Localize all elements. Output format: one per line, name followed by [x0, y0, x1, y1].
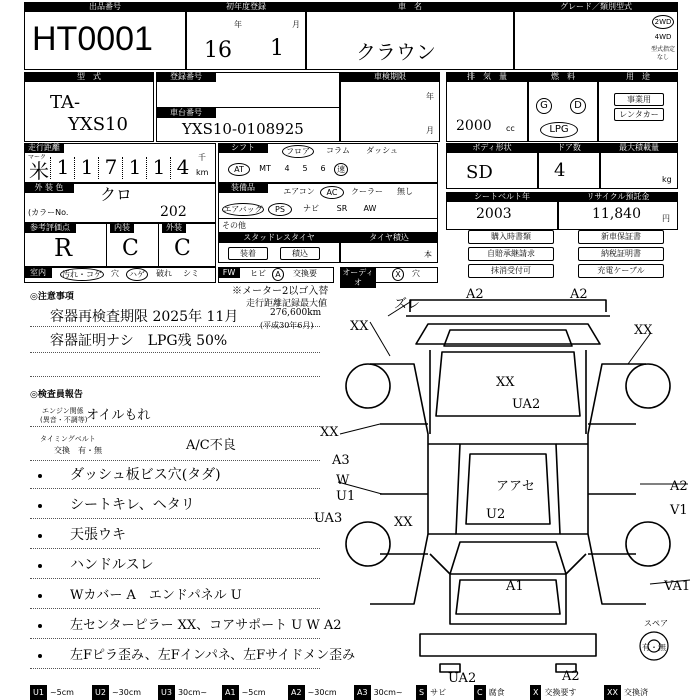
doors-label: ドア数: [538, 143, 600, 153]
legend-value: ~30cm: [307, 688, 337, 697]
inspector-item: 天張ウキ: [70, 527, 126, 543]
mark-xx-left-door: XX: [394, 515, 413, 530]
bullet: [38, 504, 42, 508]
legend-key: A3: [354, 685, 371, 700]
mark-right-va1: VA1: [664, 579, 691, 594]
option-chip: X: [392, 268, 404, 281]
inspector-item: Wカバー A エンドパネル U: [70, 588, 242, 603]
usage-commercial: 事業用: [614, 93, 664, 106]
legend-key: X: [530, 685, 541, 700]
legend-value: ~30cm: [111, 688, 142, 697]
chassis-no: YXS10-0108925: [182, 120, 304, 138]
mark-xx-upper-right: XX: [634, 323, 653, 338]
chassis-label: 車台番号: [156, 108, 216, 118]
reg-no-label: 登録番号: [156, 72, 216, 82]
legend-key: A1: [222, 685, 239, 700]
mileage-digit: 米: [29, 159, 49, 183]
spare-label: スペア: [644, 619, 668, 628]
legend-item: [158, 685, 210, 700]
bullet: [38, 474, 42, 478]
year-unit: 年: [234, 20, 242, 29]
shift-label: シフト: [218, 143, 268, 153]
mileage-digits: [24, 153, 194, 183]
capacity-unit: kg: [662, 175, 672, 184]
color-label: 外 装 色: [24, 183, 74, 193]
fw-label: FW: [218, 268, 240, 278]
legend-value: サビ: [430, 688, 447, 697]
option-chip: ハゲ: [126, 268, 148, 281]
capacity-label: 最大積載量: [600, 143, 678, 153]
mark-w-left: W: [336, 473, 350, 488]
document-button: 納税証明書: [578, 247, 664, 261]
score-label: 参考評価点: [24, 223, 76, 233]
color: クロ: [100, 185, 133, 204]
inspector-item: シートキレ、ヘタリ: [70, 497, 195, 513]
model-label: 型 式: [24, 72, 154, 82]
recycle-amount: 11,840: [592, 206, 641, 222]
mileage-mark: マーク: [28, 154, 47, 161]
lot-label: 出品番号: [24, 2, 186, 12]
option-chip: 6: [320, 164, 326, 173]
studless-label: スタッドレスタイヤ: [218, 233, 340, 243]
legend-key: S: [416, 685, 427, 700]
option-chip: 無し: [397, 187, 413, 196]
legend-key: U2: [92, 685, 109, 700]
option-chip: AW: [363, 204, 377, 213]
meter-note-2: 走行距離記録最大値: [246, 299, 328, 309]
drive-4wd: 4WD: [654, 33, 672, 41]
interior-score-label: 内装: [110, 223, 134, 233]
option-chip: エアコン: [283, 187, 315, 196]
legend-value: 30cm~: [373, 688, 403, 697]
option-chip: MT: [259, 164, 271, 173]
equip-label: 装備品: [218, 183, 268, 193]
grade-label: グレード／類別型式: [514, 2, 678, 12]
mark-xx-upper-left: XX: [350, 319, 369, 334]
option-chip: 穴: [412, 269, 420, 278]
mark-zure: ズレ: [394, 297, 421, 312]
mileage-digit: 1: [152, 155, 166, 179]
mark-center-u2: U2: [486, 507, 506, 522]
drive-2wd: 2WD: [652, 15, 674, 29]
body-shape: SD: [466, 162, 493, 183]
first-reg-month: 1: [270, 36, 284, 61]
fuel-g: G: [536, 98, 552, 114]
inspector-item: ダッシュ板ビス穴(タダ): [70, 467, 221, 483]
seatbelt-label: シートベルト年: [446, 192, 558, 202]
timing-note: A/C不良: [186, 438, 236, 453]
document-button: 新車保証書: [578, 230, 664, 244]
option-chip: クーラー: [351, 187, 383, 196]
legend-value: 30cm~: [177, 688, 208, 697]
recycle-label: リサイクル預託金: [558, 192, 678, 202]
bullet: [38, 594, 42, 598]
exterior-score-label: 外装: [162, 223, 186, 233]
interior-cond-label: 室内: [24, 268, 52, 278]
option-chip: フロア: [282, 145, 314, 158]
displacement-label: 排 気 量: [446, 72, 528, 82]
mark-u1-left: U1: [336, 489, 356, 504]
mark-bottom-ua2: UA2: [448, 671, 477, 684]
legend-key: A2: [288, 685, 305, 700]
inspector-item: 左Fピラ歪み、左Fインパネ、左Fサイドメン歪み: [70, 648, 356, 663]
option-chip: エアバッグ: [223, 205, 263, 214]
option-chip: ナビ: [303, 204, 319, 213]
mark-a2-top-left: A2: [466, 287, 484, 302]
mark-right-a2: A2: [670, 479, 688, 494]
first-reg-label: 初年度登録: [186, 2, 306, 12]
meter-note-3: 276,600km: [270, 308, 322, 318]
option-chip: 汚れ・コゲ: [62, 270, 102, 279]
inspector-item: ハンドルスレ: [70, 557, 154, 573]
option-chip: AT: [228, 163, 250, 176]
option-chip: SR: [336, 204, 348, 213]
legend-value: 腐食: [488, 688, 505, 697]
mark-a2-top-right: A2: [570, 287, 588, 302]
mileage-digit: 1: [56, 155, 70, 179]
usage-box: [598, 72, 678, 142]
studless-mounted: 装着: [228, 247, 268, 260]
mileage-unit-thousand: 千: [198, 153, 206, 162]
mileage-digit: 1: [128, 155, 142, 179]
document-button: 自賠承継請求: [468, 247, 554, 261]
usage-rental: レンタカー: [614, 108, 664, 121]
mark-bottom-a2: A2: [562, 669, 580, 684]
option-chip: AC: [320, 186, 344, 199]
mark-xx-left-mid: XX: [320, 425, 339, 440]
score: R: [54, 234, 73, 262]
tire-label: タイヤ積込: [340, 233, 438, 243]
mark-center-aa: アアセ: [496, 479, 535, 494]
tire-unit: 本: [424, 250, 432, 259]
first-reg-year: 16: [204, 38, 232, 63]
inspection-label: 車検期限: [340, 72, 440, 82]
mark-roof-xx: XX: [496, 375, 515, 390]
option-chip: コラム: [326, 146, 350, 155]
legend-value: 交換要す: [544, 688, 577, 697]
legend-item: [416, 685, 449, 700]
audio-label: オーディオ: [340, 268, 376, 288]
studless-loaded: 積込: [280, 247, 320, 260]
mark-trunk-a1: A1: [506, 579, 524, 594]
displacement: 2000: [456, 118, 492, 134]
color-code: 202: [160, 204, 187, 220]
legend-value: 交換済: [623, 688, 648, 697]
legend-key: C: [474, 685, 486, 700]
option-chip: 速: [334, 163, 348, 176]
mileage-digit: 7: [104, 155, 118, 179]
option-chip: ヒビ: [250, 269, 266, 278]
legend-item: [474, 685, 508, 700]
car-damage-diagram: [310, 284, 700, 684]
legend-key: U3: [158, 685, 175, 700]
legend-item: [30, 685, 77, 700]
body-label: ボディ形状: [446, 143, 538, 153]
mileage-label: 走行距離: [24, 143, 64, 153]
legend-item: [222, 685, 269, 700]
lot-number: HT0001: [32, 20, 153, 58]
mark-ua3-left: UA3: [314, 511, 343, 526]
legend-item: [354, 685, 406, 700]
caution-line1: 容器再検査期限 2025年 11月: [50, 309, 239, 325]
document-button: 充電ケーブル: [578, 264, 664, 278]
legend-item: [530, 685, 579, 700]
car-name-label: 車 名: [306, 2, 514, 12]
model-line2: YXS10: [68, 114, 128, 135]
engine-label: エンジン関係: [42, 407, 84, 415]
legend-value: ~5cm: [49, 688, 74, 697]
other-label: その他: [222, 221, 246, 230]
legend-item: [288, 685, 340, 700]
legend-key: U1: [30, 685, 47, 700]
document-buttons: [446, 230, 678, 282]
spare-options: 有・無: [642, 643, 666, 652]
timing-label: タイミングベルト: [40, 435, 96, 443]
meter-note-1: ※メーター2以ゴ入替: [232, 286, 329, 297]
meter-note-4: (平成30年6月): [260, 321, 314, 330]
mileage-digit: 1: [80, 155, 94, 179]
bullet: [38, 654, 42, 658]
caution-label: ◎注意事項: [30, 292, 74, 302]
mileage-unit-km: km: [196, 168, 209, 177]
option-chip: 穴: [111, 269, 119, 278]
legend-item: [604, 685, 651, 700]
drive-nomodel: 型式指定なし: [650, 46, 675, 61]
engine-sub: (異音・不調等): [40, 416, 88, 424]
car-name: クラウン: [356, 40, 436, 64]
option-chip: 5: [302, 164, 308, 173]
caution-line2: 容器証明ナシ LPG残 50%: [50, 333, 228, 349]
inspection-box: [340, 72, 440, 142]
timing-sub: 交換 有・無: [54, 446, 102, 455]
color-code-label: (カラーNo.: [28, 208, 69, 217]
inspector-label: ◎検査員報告: [30, 390, 83, 400]
engine-note: オイルもれ: [86, 408, 151, 423]
mark-roof-ua2: UA2: [512, 397, 541, 412]
month-unit: 月: [292, 20, 300, 29]
insp-month-unit: 月: [426, 126, 434, 135]
displacement-unit: cc: [506, 124, 515, 133]
inspector-item: 左センターピラー XX、コアサポート U W A2: [70, 618, 342, 633]
mark-a3-left: A3: [332, 453, 350, 468]
exterior-score: C: [174, 236, 191, 261]
fuel-label: 燃 料: [528, 72, 598, 82]
insp-year-unit: 年: [426, 92, 434, 101]
usage-label: 用 途: [598, 72, 678, 82]
legend-key: XX: [604, 685, 621, 700]
option-chip: ダッシュ: [366, 146, 398, 155]
doors: 4: [554, 160, 566, 181]
bullet: [38, 564, 42, 568]
recycle-unit: 円: [662, 214, 670, 223]
option-chip: 交換要: [293, 269, 317, 278]
legend-item: [92, 685, 144, 700]
option-chip: シミ: [183, 269, 199, 278]
model-line1: TA-: [50, 92, 81, 113]
fuel-lpg: LPG: [540, 122, 578, 138]
legend-value: ~5cm: [241, 688, 266, 697]
option-chip: 破れ: [156, 269, 172, 278]
seatbelt-year: 2003: [476, 206, 512, 222]
mileage-digit: 4: [176, 155, 190, 179]
document-button: 抹消受付可: [468, 264, 554, 278]
bullet: [38, 534, 42, 538]
option-chip: 4: [284, 164, 290, 173]
option-chip: A: [272, 268, 284, 281]
fuel-d: D: [570, 98, 586, 114]
document-button: 購入時書類: [468, 230, 554, 244]
mark-right-v1: V1: [670, 503, 688, 518]
interior-score: C: [122, 236, 139, 261]
bullet: [38, 624, 42, 628]
option-chip: PS: [268, 203, 292, 216]
